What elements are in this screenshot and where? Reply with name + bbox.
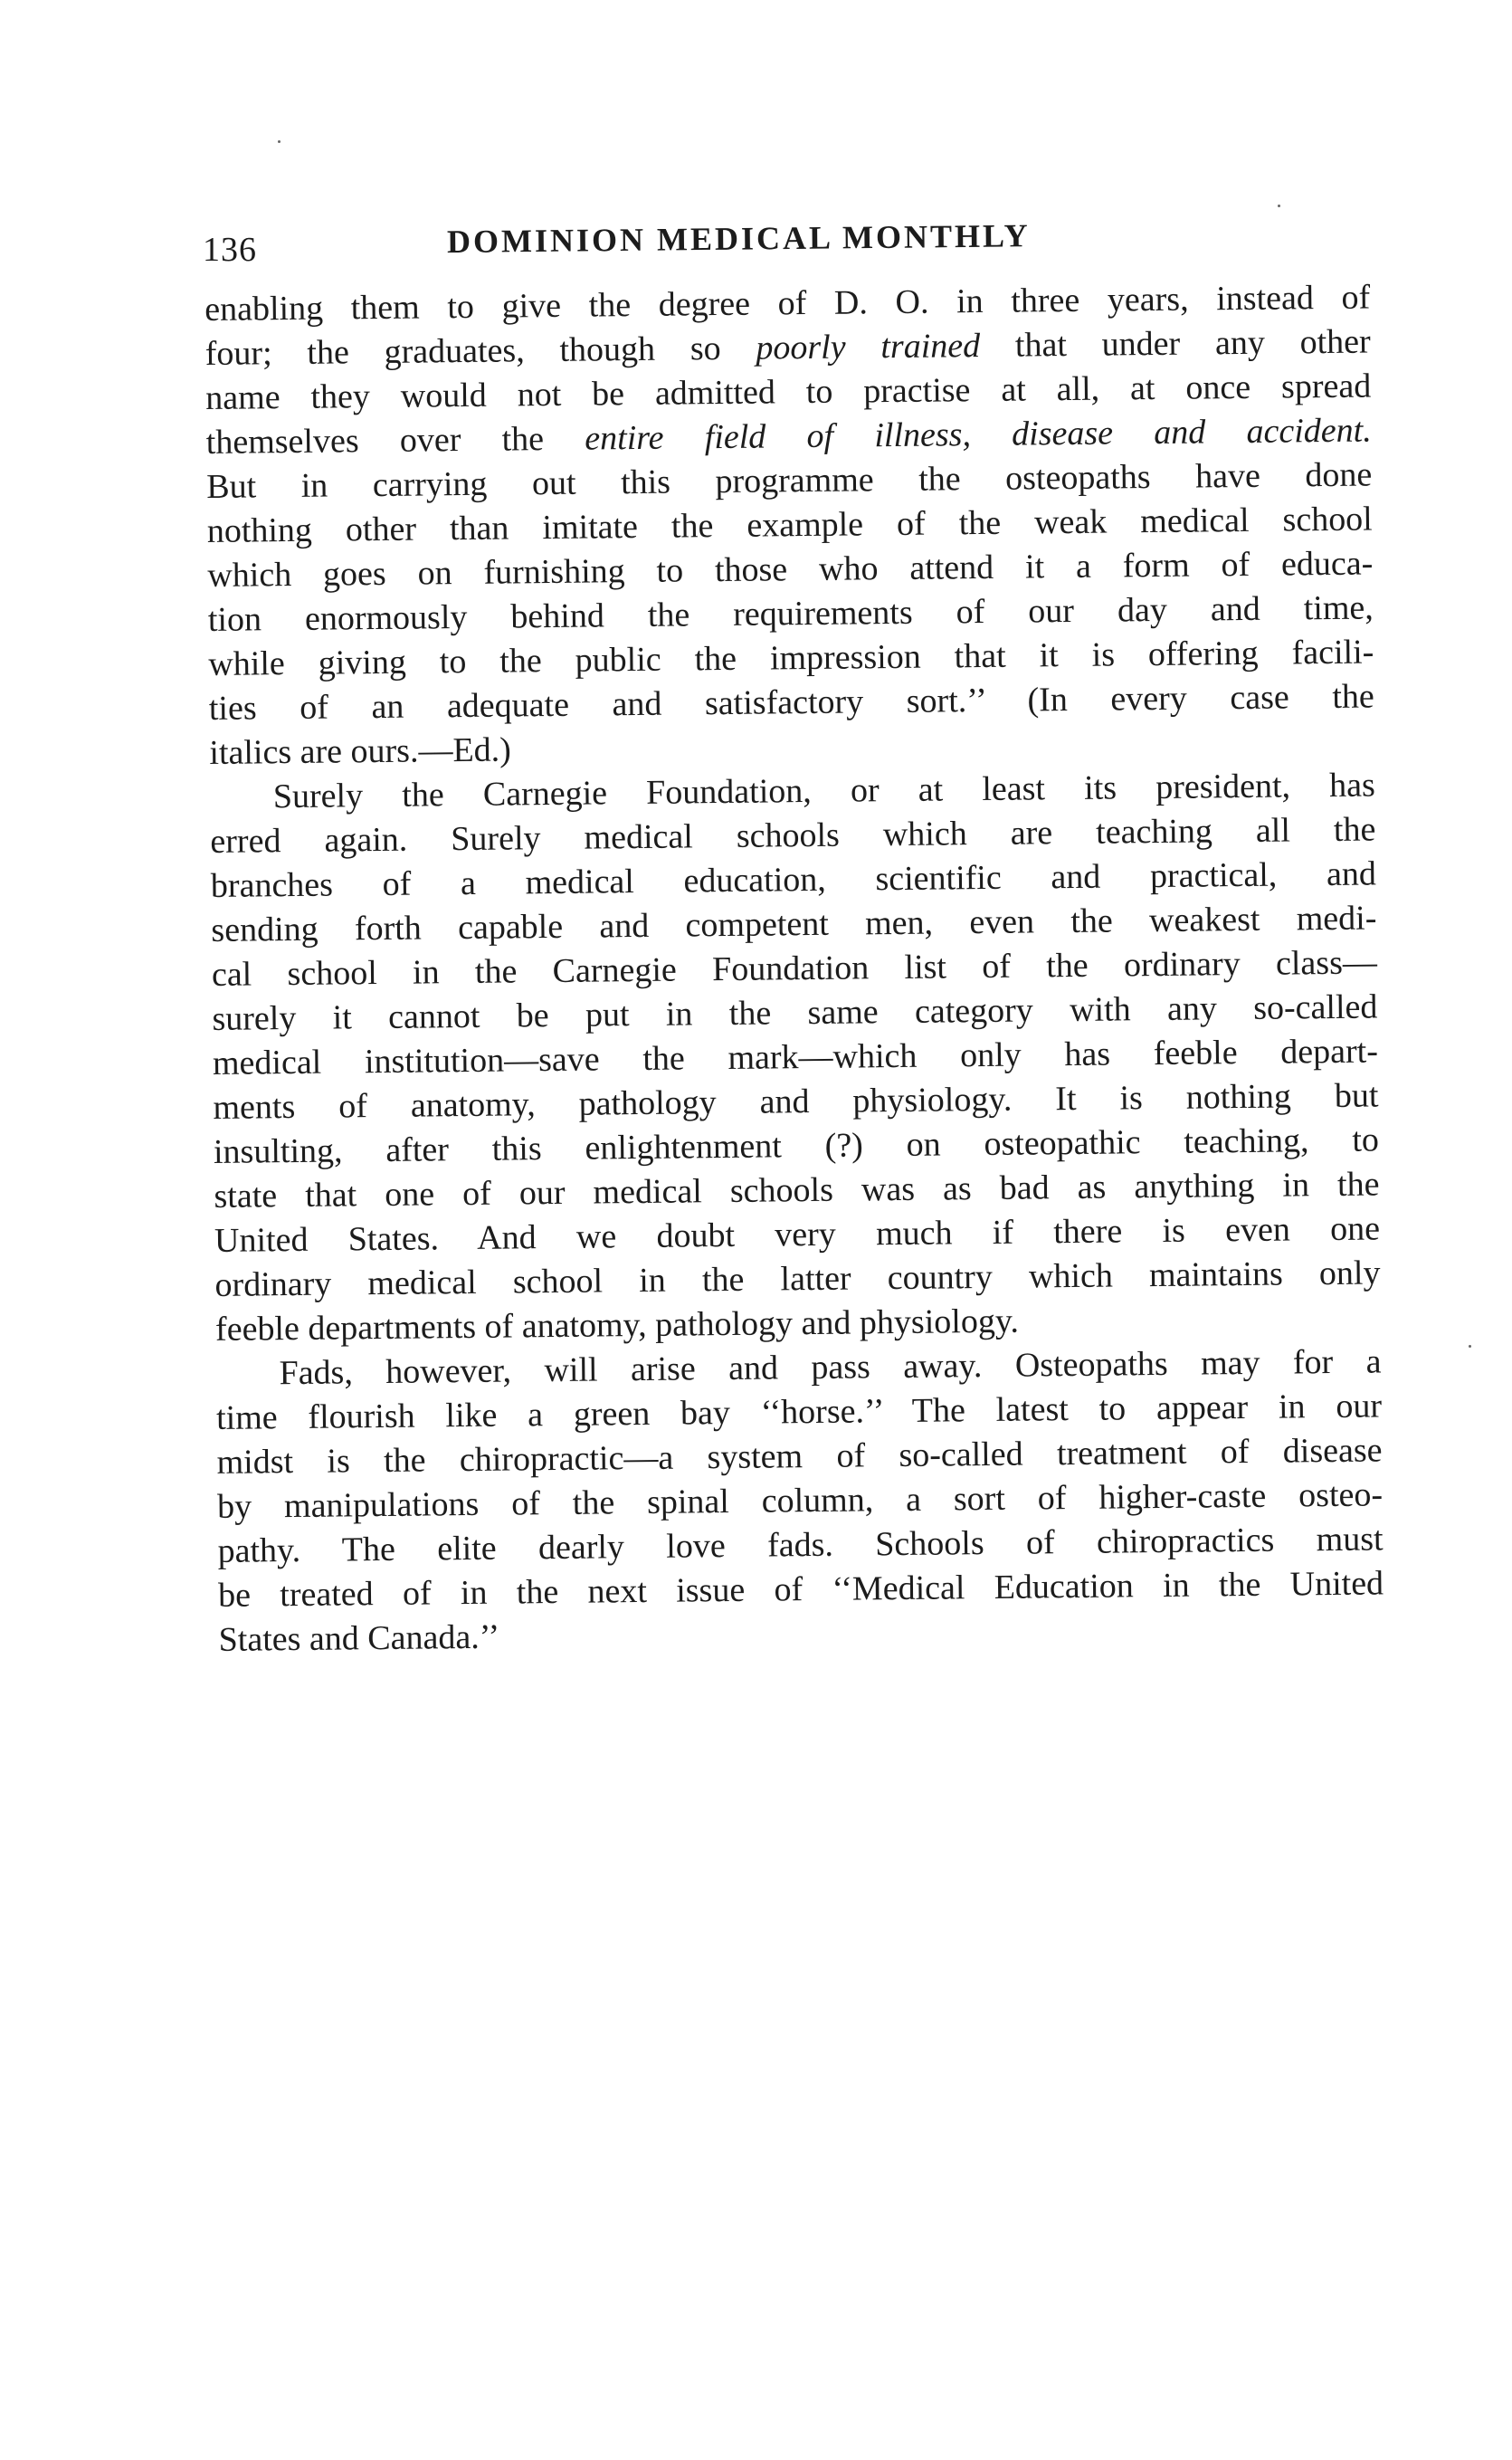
text-run: state that one of our medical schools was as bad as anything in the <box>214 1165 1380 1216</box>
text-run: tion enormously behind the requirements of our day and time, <box>207 588 1374 639</box>
page-header <box>203 217 1108 272</box>
text-run: that under any other <box>979 322 1371 366</box>
text-run: ties of an adequate and satisfactory sort.’’ (In every case the <box>208 677 1375 728</box>
body-text <box>204 276 1384 1663</box>
text-run: be treated of in the next issue of ‘‘Medical Education in the United <box>217 1564 1384 1615</box>
scan-speck <box>1278 205 1280 207</box>
text-run: while giving to the public the impression that it is offering facili- <box>208 633 1374 683</box>
page-number: 136 <box>203 231 257 269</box>
text-run: cal school in the Carnegie Foundation list of the ordinary class— <box>211 943 1378 994</box>
text-run: medical institution—save the mark—which only has feeble depart- <box>212 1032 1379 1082</box>
text-run: which goes on furnishing to those who attend it a form of educa- <box>207 544 1374 595</box>
text-run: feeble departments of anatomy, pathology and physiology. <box>214 1302 1020 1349</box>
paragraph <box>204 276 1375 776</box>
italic-run: poorly trained <box>756 327 981 367</box>
paragraph <box>210 763 1382 1351</box>
text-run: branches of a medical education, scientific and practical, and <box>210 854 1377 905</box>
text-run: midst is the chiropractic—a system of so-called treatment of disease <box>216 1431 1383 1482</box>
text-run: ments of anatomy, pathology and physiology. It is nothing but <box>213 1076 1379 1127</box>
text-run: sending forth capable and competent men, even the weakest medi- <box>211 899 1377 949</box>
text-run: name they would not be admitted to practise at all, at once spread <box>205 367 1372 417</box>
text-run: ordinary medical school in the latter country which maintains only <box>214 1254 1381 1304</box>
italic-run: entire field of illness, disease and accident. <box>585 411 1372 458</box>
paragraph <box>215 1340 1384 1662</box>
text-run: italics are ours.—Ed.) <box>209 730 512 772</box>
text-run: pathy. The elite dearly love fads. Schools of chiropractics must <box>217 1520 1384 1570</box>
text-run: Surely the Carnegie Foundation, or at least its president, has <box>272 766 1376 816</box>
text-run: insulting, after this enlightenment (?) on osteopathic teaching, to <box>213 1120 1380 1171</box>
running-title: DOMINION MEDICAL MONTHLY <box>446 217 1031 260</box>
text-run: enabling them to give the degree of D. O. in three years, instead of <box>204 278 1371 329</box>
text-run: Fads, however, will arise and pass away. Osteopaths may for a <box>279 1342 1382 1393</box>
text-run: surely it cannot be put in the same category with any so-called <box>212 987 1378 1038</box>
text-run: United States. And we doubt very much if there is even one <box>214 1209 1381 1260</box>
text-run: States and Canada.’’ <box>218 1617 500 1659</box>
text-run: erred again. Surely medical schools which are teaching all the <box>210 810 1376 861</box>
text-run: by manipulations of the spinal column, a sort of higher-caste osteo- <box>216 1475 1384 1526</box>
text-run: time flourish like a green bay ‘‘horse.’’ The latest to appear in our <box>215 1387 1383 1437</box>
scan-speck <box>278 140 281 143</box>
text-run: nothing other than imitate the example of the weak medical school <box>206 500 1373 550</box>
text-run: themselves over the <box>205 419 585 462</box>
text-run: But in carrying out this programme the osteopaths have done <box>206 455 1373 506</box>
text-run: four; the graduates, though so <box>204 329 756 373</box>
scan-speck <box>1469 1345 1471 1348</box>
